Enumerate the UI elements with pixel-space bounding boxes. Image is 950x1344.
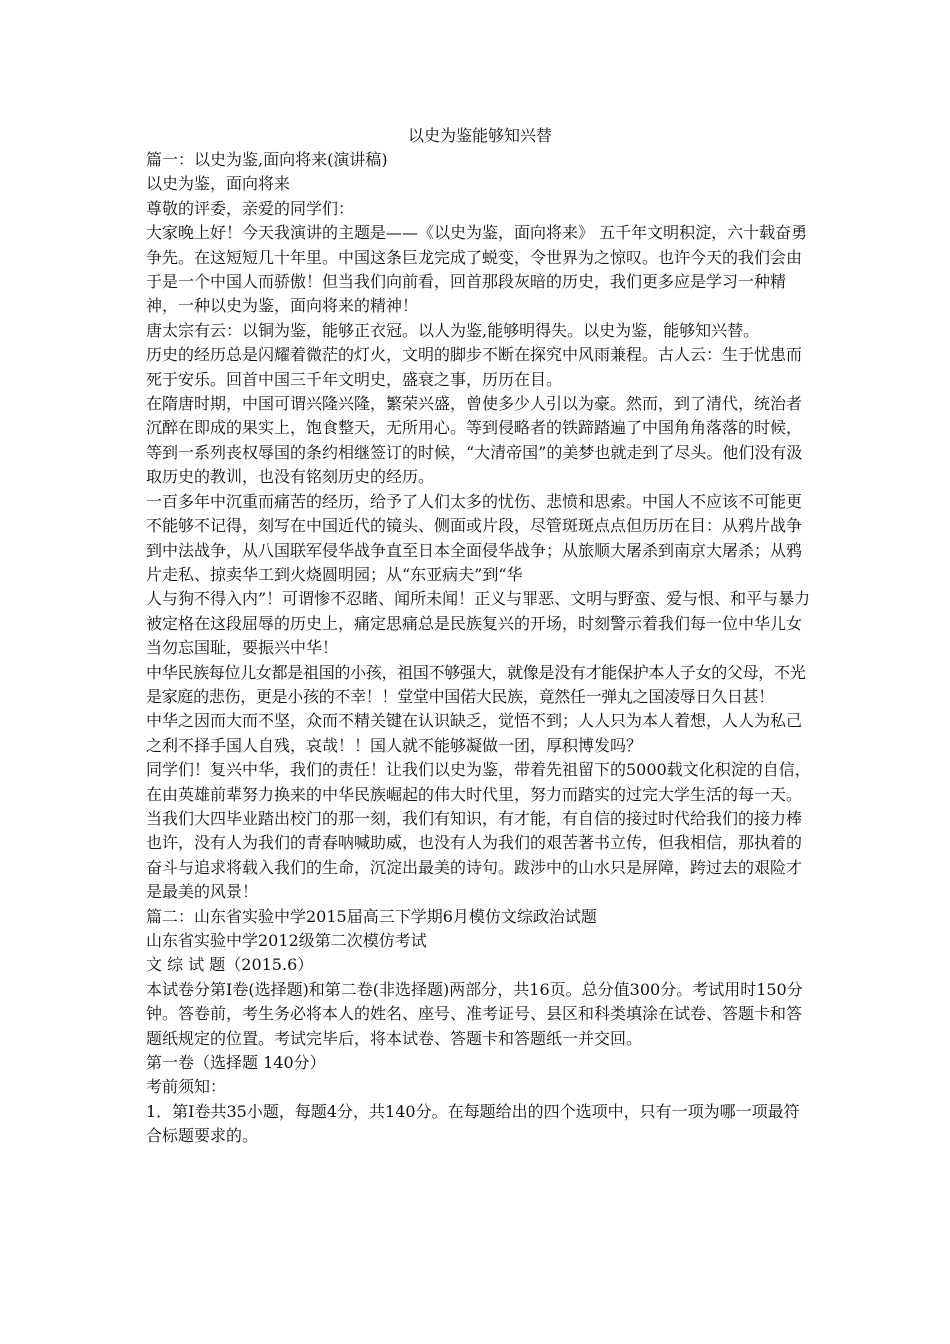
paragraph-exam-subject: 文 综 试 题（2015.6）: [146, 955, 314, 975]
paragraph-part1-heading: 篇一：以史为鉴,面向将来(演讲稿): [146, 150, 388, 169]
paragraph-history: 历史的经历总是闪耀着微茫的灯火，文明的脚步不断在探究中风雨兼程。古人云：生于忧患而死于安乐。回首中国三千年文明史，盛衰之事，历历在目。: [146, 345, 803, 389]
document-page: [146, 124, 814, 1149]
paragraph-section-one: 第一卷（选择题 140分）: [146, 1053, 326, 1073]
paragraph-humiliation: 人与狗不得入内”！可谓惨不忍睹、闻所未闻！正义与罪恶、文明与野蛮、爱与恨、和平与暴力被定格在这段屈辱的历史上，痛定思痛总是民族复兴的开场，时刻警示着我们每一位中华儿女当勿忘国耻，要振兴中华！: [146, 589, 811, 658]
paragraph-notes-heading: 考前须知：: [146, 1077, 227, 1097]
paragraph-sui-tang: 在隋唐时期，中国可谓兴隆兴隆，繁荣兴盛，曾使多少人引以为豪。然而，到了清代，统治者沉醉在即成的果实上，饱食整天，无所用心。等到侵略者的铁蹄踏遍了中国角角落落的时候，等到一系列丧权辱国的条约相继签订的时候，“大清帝国”的美梦也就走到了尽头。他们没有汲取历史的教训，也没有铭刻历史的经历。: [146, 394, 803, 487]
paragraph-call-to-action: 同学们！复兴中华，我们的责任！让我们以史为鉴，带着先祖留下的5000载文化积淀的自信，在由英雄前辈努力换来的中华民族崛起的伟大时代里，努力而踏实的过完大学生活的每一天。当我们大四毕业踏出校门的那一刻，我们有知识，有才能，有自信的接过时代给我们的接力棒: [146, 760, 811, 828]
paragraph-quote: 唐太宗有云：以铜为鉴，能够正衣冠。以人为鉴,能够明得失。以史为鉴，能够知兴替。: [146, 320, 760, 340]
paragraph-children: 中华民族每位儿女都是祖国的小孩，祖国不够强大，就像是没有才能保护本人子女的父母，不光是家庭的悲伤，更是小孩的不幸！！堂堂中国偌大民族，竟然任一弹丸之国凌辱日久日甚！: [146, 662, 806, 706]
paragraph-exam-title: 山东省实验中学2012级第二次模仿考试: [146, 931, 427, 950]
paragraph-hundred-years: 一百多年中沉重而痛苦的经历，给予了人们太多的忧伤、悲愤和思索。中国人不应该不可能更不能够不记得，刻写在中国近代的镜头、侧面或片段，尽管斑斑点点但历历在目：从鸦片战争到中法战争，从八国联军侵华战争直至日本全面侵华战争；从旅顺大屠杀到南京大屠杀；从鸦片走私、掠卖华工到火烧圆明园；从“东亚病夫”到“华: [146, 491, 803, 584]
document-title: 以史为鉴能够知兴替: [407, 126, 552, 145]
paragraph-opening: 大家晚上好！今天我演讲的主题是——《以史为鉴，面向将来》 五千年文明积淀，六十载奋勇争先。在这短短几十年里。中国这条巨龙完成了蜕变，令世界为之惊叹。也许今天的我们会由于是一个中国人而骄傲！但当我们向前看，回首那段灰暗的历史，我们更多应是学习一种精神，一种以史为鉴，面向将来的精神！: [146, 223, 808, 316]
paragraph-speech-title: 以史为鉴，面向将来: [146, 174, 291, 194]
paragraph-closing: 也许，没有人为我们的青春呐喊助威，也没有人为我们的艰苦著书立传，但我相信，那执着的奋斗与追求将载入我们的生命，沉淀出最美的诗句。跋涉中的山水只是屏障，跨过去的艰险才是最美的风景！: [146, 833, 803, 902]
paragraph-unity: 中华之因而大而不坚，众而不精关键在认识缺乏，觉悟不到；人人只为本人着想，人人为私己之利不择手国人自残，哀哉！！国人就不能够凝做一团，厚积博发吗？: [146, 711, 803, 755]
paragraph-salutation: 尊敬的评委，亲爱的同学们：: [146, 198, 355, 218]
paragraph-note-1: 1．第I卷共35小题，每题4分，共140分。在每题给出的四个选项中，只有一项为哪一项最符合标题要求的。: [146, 1101, 800, 1146]
paragraph-part2-heading: 篇二：山东省实验中学2015届高三下学期6月模仿文综政治试题: [146, 906, 597, 926]
paragraph-exam-instructions: 本试卷分第I卷(选择题)和第二卷(非选择题)两部分，共16页。总分值300分。考试用时150分钟。答卷前，考生务必将本人的姓名、座号、准考证号、县区和科类填涂在试卷、答题卡和答题纸规定的位置。考试完毕后，将本试卷、答题卡和答题纸一并交回。: [146, 979, 803, 1048]
